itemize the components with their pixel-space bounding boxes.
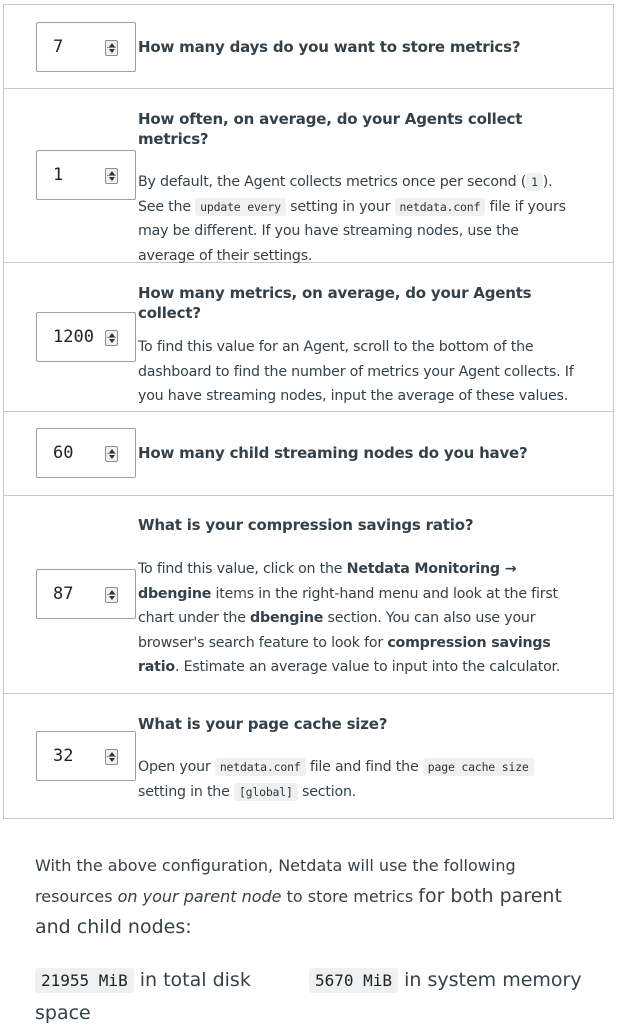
desc-bold: compression savings ratio bbox=[138, 634, 551, 675]
summary-emphasis: on your parent node bbox=[117, 887, 282, 906]
row-compression bbox=[4, 496, 613, 694]
page-cache-text bbox=[138, 714, 578, 804]
metrics-input[interactable] bbox=[36, 312, 136, 362]
summary-text bbox=[35, 850, 595, 943]
row-metrics-count bbox=[4, 263, 613, 412]
spinner-icon[interactable] bbox=[105, 587, 118, 603]
desc-text: items in the right-hand menu and look at the first chart under the bbox=[138, 585, 558, 626]
inline-code: page cache size bbox=[423, 758, 534, 776]
summary-part: With the above configuration, Netdata will use the following resources bbox=[35, 856, 516, 906]
compression-question: What is your compression savings ratio? bbox=[138, 516, 474, 534]
row-collect-frequency bbox=[4, 89, 613, 263]
frequency-description bbox=[138, 170, 578, 268]
desc-text: ). See the bbox=[138, 174, 553, 215]
page-cache-description bbox=[138, 755, 578, 804]
row-child-nodes bbox=[4, 412, 613, 496]
summary-part: for both parent and child nodes: bbox=[35, 885, 562, 938]
results bbox=[35, 964, 275, 1030]
disk-result: 21955 MiB bbox=[35, 968, 134, 993]
inline-code: 1 bbox=[526, 173, 543, 191]
frequency-text bbox=[138, 109, 578, 268]
memory-results bbox=[309, 964, 609, 997]
desc-text: To find this value, click on the bbox=[138, 561, 347, 577]
desc-text: file and find the bbox=[305, 759, 423, 775]
desc-text: setting in the bbox=[138, 783, 234, 800]
memory-result: 5670 MiB bbox=[309, 968, 398, 993]
desc-text: setting in your bbox=[285, 198, 395, 215]
metrics-description: To find this value for an Agent, scroll to the bottom of the dashboard to find the number of metrics your Agent collects. If you have streaming nodes, input the average of these values. bbox=[138, 339, 574, 404]
desc-text: . Estimate an average value to input into the calculator. bbox=[174, 659, 561, 675]
inline-code: [global] bbox=[234, 783, 298, 801]
desc-bold: Netdata Monitoring → dbengine bbox=[138, 561, 517, 602]
frequency-value: 1 bbox=[53, 165, 64, 185]
disk-label: in total disk space bbox=[35, 969, 251, 1024]
frequency-question: How often, on average, do your Agents collect metrics? bbox=[138, 110, 523, 148]
metrics-text bbox=[138, 283, 578, 409]
metrics-question: How many metrics, on average, do your Agents collect? bbox=[138, 284, 532, 322]
desc-text: By default, the Agent collects metrics once per second ( bbox=[138, 174, 527, 190]
row-days bbox=[4, 5, 613, 89]
compression-input[interactable] bbox=[36, 569, 136, 619]
summary-part: to store metrics bbox=[281, 887, 419, 906]
days-input[interactable] bbox=[36, 22, 136, 72]
desc-text: section. bbox=[297, 783, 357, 800]
days-value: 7 bbox=[53, 37, 64, 57]
page-cache-value: 32 bbox=[53, 746, 74, 766]
child-nodes-value: 60 bbox=[53, 443, 74, 463]
child-nodes-text bbox=[138, 443, 578, 463]
calculator-table bbox=[3, 4, 614, 819]
child-nodes-question: How many child streaming nodes do you have? bbox=[138, 444, 528, 462]
desc-text: section. You can also use your browser's search feature to look for bbox=[138, 610, 536, 651]
metrics-value: 1200 bbox=[53, 327, 94, 347]
spinner-icon[interactable] bbox=[105, 168, 118, 184]
child-nodes-input[interactable] bbox=[36, 428, 136, 478]
spinner-icon[interactable] bbox=[105, 40, 118, 56]
desc-text: file if yours may be different. If you have streaming nodes, use the average of their settings. bbox=[138, 198, 566, 264]
spinner-icon[interactable] bbox=[105, 330, 118, 346]
days-question: How many days do you want to store metrics? bbox=[138, 38, 521, 56]
desc-bold: dbengine bbox=[250, 610, 324, 626]
days-text bbox=[138, 37, 578, 57]
desc-text: Open your bbox=[138, 759, 215, 775]
page-cache-question: What is your page cache size? bbox=[138, 715, 388, 733]
compression-value: 87 bbox=[53, 584, 74, 604]
compression-description bbox=[138, 557, 578, 680]
row-page-cache bbox=[4, 694, 613, 818]
memory-label: in system memory bbox=[398, 969, 582, 991]
spinner-icon[interactable] bbox=[105, 446, 118, 462]
inline-code: netdata.conf bbox=[215, 758, 306, 776]
spinner-icon[interactable] bbox=[105, 749, 118, 765]
frequency-input[interactable] bbox=[36, 150, 136, 200]
inline-code: netdata.conf bbox=[395, 198, 486, 216]
compression-text bbox=[138, 515, 578, 680]
inline-code: update every bbox=[195, 198, 286, 216]
page-cache-input[interactable] bbox=[36, 731, 136, 781]
